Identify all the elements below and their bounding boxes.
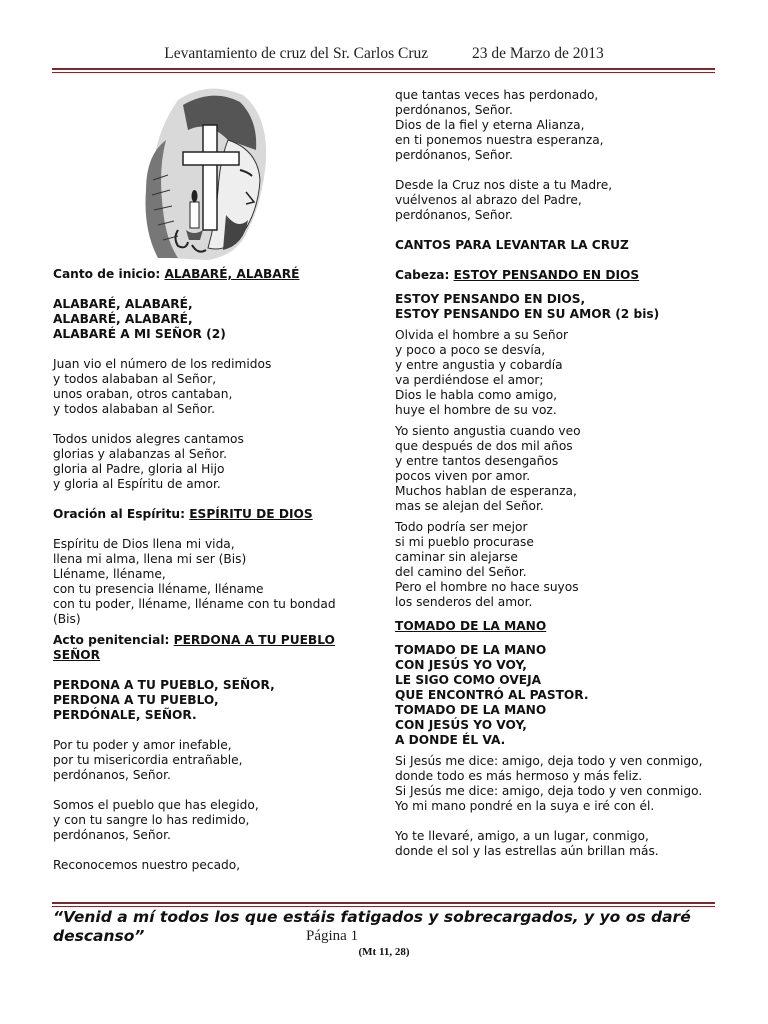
page-number: Página 1 — [306, 928, 359, 944]
right-column — [395, 88, 725, 874]
page-header — [0, 45, 768, 63]
heading-acto-penitencial: Acto penitencial: PERDONA A TU PUEBLO SEÑOR — [53, 633, 335, 662]
header-rule-thin — [52, 72, 715, 73]
left-column — [53, 80, 353, 888]
perdona-verse-3: Reconocemos nuestro pecado, — [53, 858, 241, 872]
estoy-verse-1: Olvida el hombre a su Señor y poco a poco se desvía, y entre angustia y cobardía va perdiéndose el amor; Dios le habla como amigo, huye el hombre de su voz. — [395, 328, 569, 417]
perdona-chorus: PERDONA A TU PUEBLO, SEÑOR, PERDONA A TU PUEBLO, PERDÓNALE, SEÑOR. — [53, 678, 275, 722]
tomado-verse-2: Yo te llevaré, amigo, a un lugar, conmigo, donde el sol y las estrellas aún brillan más. — [395, 829, 659, 858]
header-date: 23 de Marzo de 2013 — [472, 45, 604, 62]
quote-reference: (Mt 11, 28) — [358, 946, 410, 958]
espiritu-lyrics: Espíritu de Dios llena mi vida, llena mi alma, llena mi ser (Bis) Lléname, lléname, con tu presencia lléname, lléname con tu poder, lléname, lléname con tu bondad (Bis) — [53, 537, 336, 626]
perdona-continued-1: que tantas veces has perdonado, perdónanos, Señor. Dios de la fiel y eterna Alianza, en ti ponemos nuestra esperanza, perdónanos, Señor. — [395, 88, 604, 162]
song-title-estoy: ESTOY PENSANDO EN DIOS — [453, 268, 640, 282]
heading-canto-inicio: Canto de inicio: ALABARÉ, ALABARÉ — [53, 267, 300, 281]
song-title-espiritu: ESPÍRITU DE DIOS — [189, 507, 313, 521]
alabare-verse-2: Todos unidos alegres cantamos glorias y alabanzas al Señor. gloria al Padre, gloria al Hijo y gloria al Espíritu de amor. — [53, 432, 244, 491]
footer-rule — [52, 902, 715, 904]
song-title-tomado: TOMADO DE LA MANO — [395, 619, 547, 633]
tomado-chorus: TOMADO DE LA MANO CON JESÚS YO VOY, LE SIGO COMO OVEJA QUE ENCONTRÓ AL PASTOR. TOMADO DE LA MANO CON JESÚS YO VOY, A DONDE ÉL VA. — [395, 643, 589, 747]
estoy-verse-2: Yo siento angustia cuando veo que después de dos mil años y entre tantos desengaños pocos viven por amor. Muchos hablan de esperanza, mas se alejan del Señor. — [395, 424, 581, 513]
tomado-verse-1: Si Jesús me dice: amigo, deja todo y ven conmigo, donde todo es más hermoso y más feliz. Si Jesús me dice: amigo, deja todo y ven conmigo. Yo mi mano pondré en la suya e iré con él. — [395, 754, 703, 813]
header-title: Levantamiento de cruz del Sr. Carlos Cruz — [164, 45, 429, 62]
perdona-continued-2: Desde la Cruz nos diste a tu Madre, vuélvenos al abrazo del Padre, perdónanos, Señor. — [395, 178, 613, 222]
heading-cabeza: Cabeza: ESTOY PENSANDO EN DIOS — [395, 268, 640, 282]
header-rule — [52, 68, 715, 70]
estoy-chorus: ESTOY PENSANDO EN DIOS, ESTOY PENSANDO EN SU AMOR (2 bis) — [395, 292, 660, 321]
perdona-verse-2: Somos el pueblo que has elegido, y con tu sangre lo has redimido, perdónanos, Señor. — [53, 798, 259, 842]
song-title-perdona: PERDONA A TU PUEBLO SEÑOR — [53, 633, 335, 662]
jesus-cross-illustration — [108, 80, 278, 263]
footer-quote: “Venid a mí todos los que estáis fatigados y sobrecargados, y yo os daré descanso” Página 1 — [53, 908, 691, 945]
alabare-chorus: ALABARÉ, ALABARÉ, ALABARÉ, ALABARÉ, ALABARÉ A MI SEÑOR (2) — [53, 297, 226, 341]
heading-oracion-espiritu: Oración al Espíritu: ESPÍRITU DE DIOS — [53, 507, 313, 521]
heading-cantos-levantar: CANTOS PARA LEVANTAR LA CRUZ — [395, 238, 629, 252]
perdona-verse-1: Por tu poder y amor inefable, por tu misericordia entrañable, perdónanos, Señor. — [53, 738, 243, 782]
song-title-alabare: ALABARÉ, ALABARÉ — [164, 267, 300, 281]
footer-rule-thin — [52, 906, 715, 907]
alabare-verse-1: Juan vio el número de los redimidos y todos alababan al Señor, unos oraban, otros cantaban, y todos alababan al Señor. — [53, 357, 272, 416]
estoy-verse-3: Todo podría ser mejor si mi pueblo procurase caminar sin alejarse del camino del Señor. Pero el hombre no hace suyos los senderos del amor. — [395, 520, 579, 609]
